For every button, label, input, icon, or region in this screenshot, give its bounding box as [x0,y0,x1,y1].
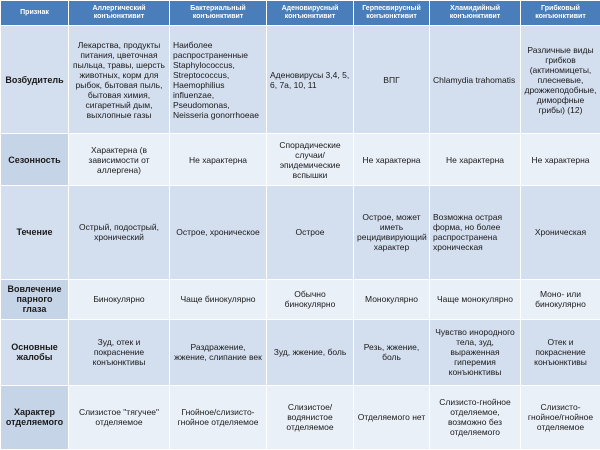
table-row [1,186,600,279]
table-cell: Хроническая [521,186,600,279]
table-row [1,385,600,449]
row-label: Течение [1,186,69,279]
table-cell: Острое [267,186,354,279]
row-label: Возбудитель [1,26,69,134]
table-cell: Чувство инородного тела, зуд, выраженная гиперемия конъюнктивы [430,319,521,385]
table-cell: Раздражение, жжение, слипание век [170,319,267,385]
table-cell: Резь, жжение, боль [354,319,430,385]
header-row [1,1,600,26]
table-cell: Характерна (в зависимости от аллергена) [69,134,170,186]
table-cell: Chlamydia trahomatis [430,26,521,134]
table-cell: Спорадические случаи/эпидемические вспышки [267,134,354,186]
table-row [1,134,600,186]
table-row [1,26,600,134]
table-cell: Не характерна [354,134,430,186]
header-bacterial: Бактериальный конъюнктивит [170,1,267,26]
row-label: Характер отделяемого [1,385,69,449]
table-cell: Зуд, жжение, боль [267,319,354,385]
header-adenoviral: Аденовирусный конъюнктивит [267,1,354,26]
table-cell: Лекарства, продукты питания, цветочная пыльца, травы, шерсть животных, корм для рыбок, бытовая пыль, бытовая химия, сигаретный дым, выхлопные газы [69,26,170,134]
table-cell: Чаще монокулярно [430,279,521,319]
table-cell: Бинокулярно [69,279,170,319]
table-cell: Различные виды грибков (актиномицеты, плесневые, дрожжеподобные, диморфные грибы) (12) [521,26,600,134]
table-cell: Аденовирусы 3,4, 5, 6, 7а, 10, 11 [267,26,354,134]
table-cell: Острый, подострый, хронический [69,186,170,279]
table-cell: Слизисто-гнойное отделяемое, возможно без отделяемого [430,385,521,449]
table-cell: Слизисто-гнойное/гнойное отделяемое [521,385,600,449]
table-cell: Гнойное/слизисто-гнойное отделяемое [170,385,267,449]
table-row [1,319,600,385]
table-cell: Возможна острая форма, но более распространена хроническая [430,186,521,279]
row-label: Вовлечение парного глаза [1,279,69,319]
table-cell: Слизистое/водянистое отделяемое [267,385,354,449]
table-cell: ВПГ [354,26,430,134]
table-cell: Не характерна [170,134,267,186]
table-row [1,279,600,319]
table-cell: Наиболее распространенные Staphylococcus, Streptococcus, Haemophilius influenzae, Pseudomonas, Neisseria gonorrhoeae [170,26,267,134]
row-label: Основные жалобы [1,319,69,385]
table-cell: Зуд, отек и покраснение конъюнктивы [69,319,170,385]
header-herpesviral: Герпесвирусный конъюнктивит [354,1,430,26]
table-cell: Монокулярно [354,279,430,319]
table-cell: Слизистое "тягучее" отделяемое [69,385,170,449]
table-cell: Обычно бинокулярно [267,279,354,319]
header-attribute: Признак [1,1,69,26]
table-cell: Не характерна [521,134,600,186]
table-cell: Острое, хроническое [170,186,267,279]
header-fungal: Грибковый конъюнктивит [521,1,600,26]
table-cell: Чаще бинокулярно [170,279,267,319]
header-allergic: Аллергический конъюнктивит [69,1,170,26]
table-cell: Отделяемого нет [354,385,430,449]
table-cell: Острое, может иметь рецидивирующий характер [354,186,430,279]
table-cell: Отек и покраснение конъюнктивы [521,319,600,385]
table-cell: Не характерна [430,134,521,186]
header-chlamydial: Хламидийный конъюнктивит [430,1,521,26]
row-label: Сезонность [1,134,69,186]
table-cell: Моно- или бинокулярно [521,279,600,319]
